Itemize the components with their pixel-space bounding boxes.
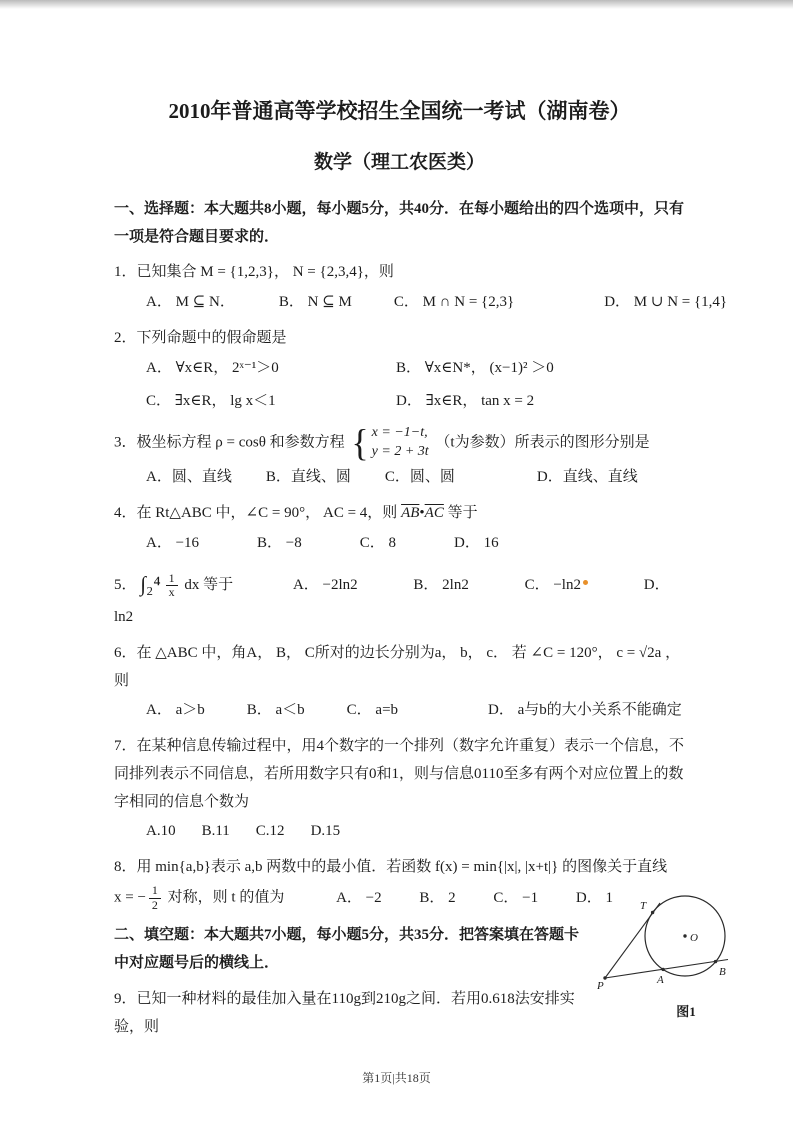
option-d: D． ∃x∈R， tan x = 2 <box>396 393 535 410</box>
option-b: B． −8 <box>257 534 302 551</box>
question-2-options <box>114 355 685 417</box>
question-4 <box>114 500 685 558</box>
option-a: A． −2 <box>336 889 382 906</box>
question-1-stem: 1．已知集合 M = {1,2,3}， N = {2,3,4}，则 <box>114 264 394 281</box>
page-footer: 第1页|共18页 <box>362 1071 431 1085</box>
figure-label-b: B <box>719 966 726 979</box>
q3-equations <box>372 424 429 462</box>
q8-text-pre: x = − <box>114 889 146 906</box>
q3-brace: { <box>351 422 369 465</box>
option-d: D． 1 <box>575 889 613 906</box>
option-b: B． a＜b <box>246 702 305 719</box>
q3-equation-2: y = 2 + 3t <box>371 444 429 460</box>
question-7-stem: 7．在某种信息传输过程中，用4个数字的一个排列（数字允许重复）表示一个信息，不同排列表示不同信息，若所用数字只有0和1，则与信息0110至多有两个对应位置上的数字相同的信息个数为 <box>114 738 685 810</box>
option-c: C． M ∩ N = {2,3} <box>393 294 515 311</box>
question-3-options <box>114 464 685 492</box>
question-8-line1: 8．用 min{a,b}表示 a,b 两数中的最小值．若函数 f(x) = min{|x|, |x+t|} 的图像关于直线 <box>114 859 668 876</box>
page-title: 2010年普通高等学校招生全国统一考试（湖南卷） <box>168 99 631 123</box>
option-c: C． 8 <box>359 534 397 551</box>
option-a: A． ∀x∈R， 2ˣ⁻¹＞0 <box>146 359 279 376</box>
option-d: D． ln2 <box>114 577 670 626</box>
option-a: A． −2ln2 <box>292 577 358 594</box>
question-1-options <box>114 289 728 317</box>
question-6-stem: 6．在 △ABC 中，角A， B， C所对的边长分别为a， b， c． 若 ∠C = 120°， c = √2a ，则 <box>114 644 681 689</box>
option-c: C． −1 <box>493 889 539 906</box>
option-a: A． −16 <box>146 534 200 551</box>
question-7 <box>114 733 685 846</box>
option-b: B． 2 <box>419 889 456 906</box>
question-6-options <box>114 697 685 725</box>
option-d: D．直线、直线 <box>536 469 638 486</box>
page-subtitle: 数学（理工农医类） <box>313 151 485 173</box>
section2 <box>114 900 726 1041</box>
figure-label-p: P <box>597 980 604 993</box>
option-d: D． M ∪ N = {1,4} <box>604 294 728 311</box>
option-b: B． ∀x∈N*， (x−1)² ＞0 <box>396 359 554 376</box>
question-4-options <box>114 530 685 558</box>
question-5-stem <box>114 565 685 632</box>
question-2-stem: 2．下列命题中的假命题是 <box>114 329 287 346</box>
option-c: C． −ln2 <box>524 577 581 594</box>
figure-1-caption: 图1 <box>676 1004 696 1020</box>
option-a: A． a＞b <box>146 702 205 719</box>
option-a: A．圆、直线 <box>146 469 232 486</box>
q8-numerator: 1 <box>149 884 161 899</box>
q4-text-post: 等于 <box>447 504 478 521</box>
q3-equation-1: x = −1−t, <box>371 425 428 441</box>
option-c: C． ∃x∈R， lg x＜1 <box>146 393 276 410</box>
q4-vector-ac: $\overline{AC}$ <box>424 504 444 521</box>
q5-number: 5． <box>114 577 137 594</box>
q5-integral-symbol: ∫₂⁴ <box>140 572 161 597</box>
option-c: C．圆、圆 <box>384 469 455 486</box>
section2-heading: 二、填空题：本大题共7小题，每小题5分，共35分．把答案填在答题卡中对应题号后的横线上． <box>114 927 580 972</box>
answer-mark-icon <box>583 580 588 585</box>
question-8 <box>114 854 685 912</box>
option-c: C.12 <box>255 823 285 840</box>
q8-denominator: 2 <box>151 897 158 912</box>
option-b: B． N ⊆ M <box>278 294 352 311</box>
question-7-options <box>114 818 685 846</box>
question-2 <box>114 325 685 416</box>
question-9-stem: 9．已知一种材料的最佳加入量在110g到210g之间．若用0.618法安排实验，则 <box>114 990 575 1035</box>
question-1 <box>114 259 728 317</box>
q4-vector-ab: $\overline{AB}$ <box>401 504 420 521</box>
section1-heading: 一、选择题：本大题共8小题，每小题5分，共40分．在每小题给出的四个选项中，只有一项是符合题目要求的． <box>114 200 685 245</box>
q3-text-post: （t为参数）所表示的图形分别是 <box>435 434 650 451</box>
question-3 <box>114 424 685 492</box>
q5-fraction <box>166 572 178 601</box>
question-5 <box>114 565 685 632</box>
figure-1 <box>597 884 747 1024</box>
option-c: C． a=b <box>346 702 399 719</box>
figure-label-a: A <box>657 974 664 987</box>
option-a: A.10 <box>146 823 176 840</box>
figure-label-o: O <box>690 932 698 945</box>
question-3-stem <box>114 422 685 465</box>
option-d: D． 16 <box>454 534 499 551</box>
option-b: B． 2ln2 <box>413 577 469 594</box>
option-a: A． M ⊆ N． <box>146 294 235 311</box>
figure-label-t: T <box>640 900 647 913</box>
option-b: B.11 <box>201 823 230 840</box>
question-4-stem <box>114 500 685 528</box>
q8-text-post: 对称，则 t 的值为 <box>167 889 285 906</box>
q5-numerator: 1 <box>166 572 178 587</box>
q8-fraction <box>149 884 161 913</box>
question-8-line2 <box>114 884 685 913</box>
q4-text-pre: 4．在 Rt△ABC 中，∠C = 90°， AC = 4，则 <box>114 504 402 521</box>
option-b: B．直线、圆 <box>265 469 351 486</box>
q5-text-post: dx 等于 <box>184 577 234 594</box>
question-6 <box>114 640 685 725</box>
q4-dot-operator: • <box>419 504 425 521</box>
q5-denominator: x <box>168 585 175 600</box>
circle-tangent-diagram <box>597 884 747 998</box>
option-d: D． a与b的大小关系不能确定 <box>488 702 682 719</box>
q3-text-pre: 3．极坐标方程 ρ = cosθ 和参数方程 <box>114 434 345 451</box>
option-d: D.15 <box>310 823 341 840</box>
q3-parametric-system <box>351 422 429 465</box>
